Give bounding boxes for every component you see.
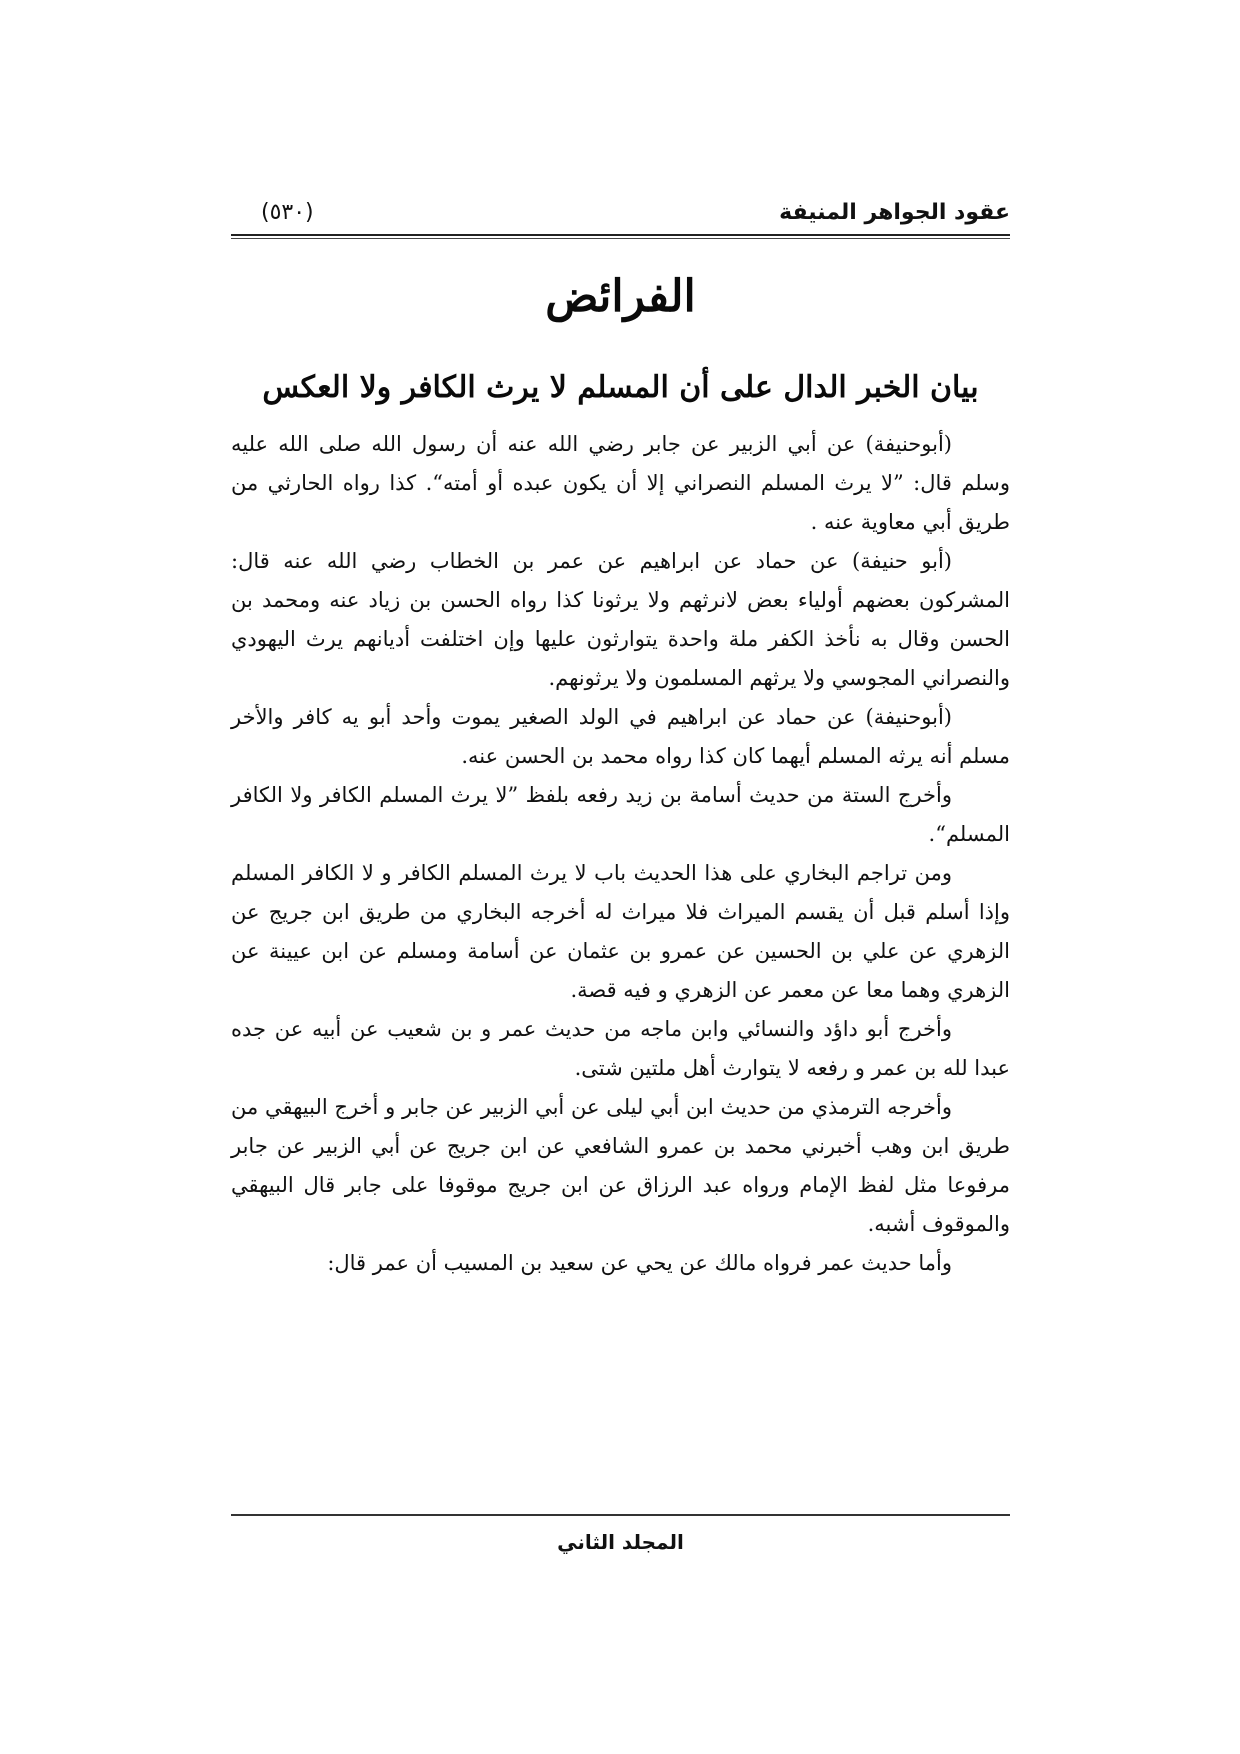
paragraph: وأخرج أبو داؤد والنسائي وابن ماجه من حديث عمر و بن شعيب عن أبيه عن جده عبدا لله بن عمر و رفعه لا يتوارث أهل ملتين شتى. <box>231 1017 1010 1080</box>
chapter-title: الفرائض <box>545 271 696 322</box>
paragraph: ومن تراجم البخاري على هذا الحديث باب لا يرث المسلم الكافر و لا الكافر المسلم وإذا أسلم قبل أن يقسم الميراث فلا ميراث له أخرجه البخاري من طريق ابن جريج عن الزهري عن علي بن الحسين عن عمرو بن عثمان عن أسامة ومسلم عن ابن عيينة عن الزهري وهما معا عن معمر عن الزهري و فيه قصة. <box>231 861 1010 1002</box>
paragraph: (أبو حنيفة) عن حماد عن ابراهيم عن عمر بن الخطاب رضي الله عنه قال: المشركون بعضهم أولياء بعض لانرثهم ولا يرثونا كذا رواه الحسن بن زياد عنه ومحمد بن الحسن وقال به نأخذ الكفر ملة واحدة يتوارثون عليها وإن اختلفت أديانهم يرث اليهودي والنصراني المجوسي ولا يرثهم المسلمون ولا يرثونهم. <box>231 549 1010 690</box>
footer-rule <box>231 1514 1010 1516</box>
paragraph: (أبوحنيفة) عن أبي الزبير عن جابر رضي الله عنه أن رسول الله صلى الله عليه وسلم قال: ”لا يرث المسلم النصراني إلا أن يكون عبده أو أمته“. كذا رواه الحارثي من طريق أبي معاوية عنه . <box>231 432 1010 534</box>
paragraph: وأخرجه الترمذي من حديث ابن أبي ليلى عن أبي الزبير عن جابر و أخرج البيهقي من طريق ابن وهب أخبرني محمد بن عمرو الشافعي عن ابن جريج عن أبي الزبير عن جابر مرفوعا مثل لفظ الإمام ورواه عبد الرزاق عن ابن جريج موقوفا على جابر قال البيهقي والموقوف أشبه. <box>231 1095 1010 1236</box>
page-number: (٥٣٠) <box>261 199 314 225</box>
paragraph: (أبوحنيفة) عن حماد عن ابراهيم في الولد الصغير يموت وأحد أبو يه كافر والأخر مسلم أنه يرثه المسلم أيهما كان كذا رواه محمد بن الحسن عنه. <box>231 705 1010 768</box>
body-text <box>231 425 1010 1283</box>
paragraph: وأما حديث عمر فرواه مالك عن يحي عن سعيد بن المسيب أن عمر قال: <box>327 1251 952 1275</box>
running-header <box>231 192 1010 232</box>
section-title: بيان الخبر الدال على أن المسلم لا يرث الكافر ولا العكس <box>262 370 979 405</box>
header-double-rule <box>231 234 1010 239</box>
volume-label: المجلد الثاني <box>557 1530 684 1554</box>
book-title: عقود الجواهر المنيفة <box>779 199 1010 225</box>
paragraph: وأخرج الستة من حديث أسامة بن زيد رفعه بلفظ ”لا يرث المسلم الكافر ولا الكافر المسلم“. <box>231 783 1010 846</box>
